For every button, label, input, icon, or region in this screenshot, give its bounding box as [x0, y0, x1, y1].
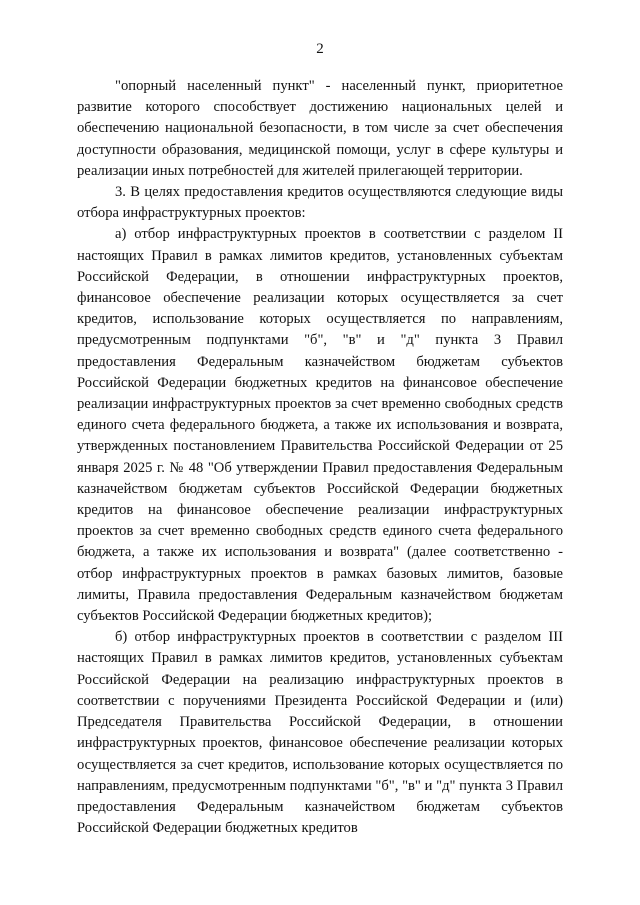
document-body: [77, 76, 563, 839]
paragraph-item-3: 3. В целях предоставления кредитов осуществляются следующие виды отбора инфраструктурных проектов:: [77, 184, 563, 222]
page-number: 2: [316, 41, 324, 57]
paragraph-definition: "опорный населенный пункт" - населенный пункт, приоритетное развитие которого способствует достижению национальных целей и обеспечению национальной безопасности, в том числе за счет обеспечения доступности образования, медицинской помощи, услуг в сфере культуры и реализации иных потребностей для жителей прилегающей территории.: [77, 78, 563, 179]
paragraph-subitem-a: а) отбор инфраструктурных проектов в соответствии с разделом II настоящих Правил в рамках лимитов кредитов, установленных субъектам Российской Федерации, в отношении инфраструктурных проектов, финансовое обеспечение реализации которых осуществляется за счет кредитов, использование которых осуществляется по направлениям, предусмотренным подпунктами "б", "в" и "д" пункта 3 Правил предоставления Федеральным казначейством бюджетам субъектов Российской Федерации бюджетных кредитов на финансовое обеспечение реализации инфраструктурных проектов за счет временно свободных средств единого счета федерального бюджета, а также их использования и возврата, утвержденных постановлением Правительства Российской Федерации от 25 января 2025 г. № 48 "Об утверждении Правил предоставления Федеральным казначейством бюджетам субъектов Российской Федерации бюджетных кредитов на финансовое обеспечение реализации инфраструктурных проектов за счет временно свободных средств единого счета федерального бюджета, а также их использования и возврата" (далее соответственно - отбор инфраструктурных проектов в рамках базовых лимитов, базовые лимиты, Правила предоставления Федеральным казначейством бюджетам субъектов Российской Федерации бюджетных кредитов);: [77, 226, 563, 625]
paragraph-subitem-b: б) отбор инфраструктурных проектов в соответствии с разделом III настоящих Правил в рамках лимитов кредитов, установленных субъектам Российской Федерации на реализацию инфраструктурных проектов в соответствии с поручениями Президента Российской Федерации и (или) Председателя Правительства Российской Федерации, в отношении инфраструктурных проектов, финансовое обеспечение реализации которых осуществляется за счет кредитов, использование которых осуществляется по направлениям, предусмотренным подпунктами "б", "в" и "д" пункта 3 Правил предоставления Федеральным казначейством бюджетам субъектов Российской Федерации бюджетных кредитов: [77, 629, 563, 837]
